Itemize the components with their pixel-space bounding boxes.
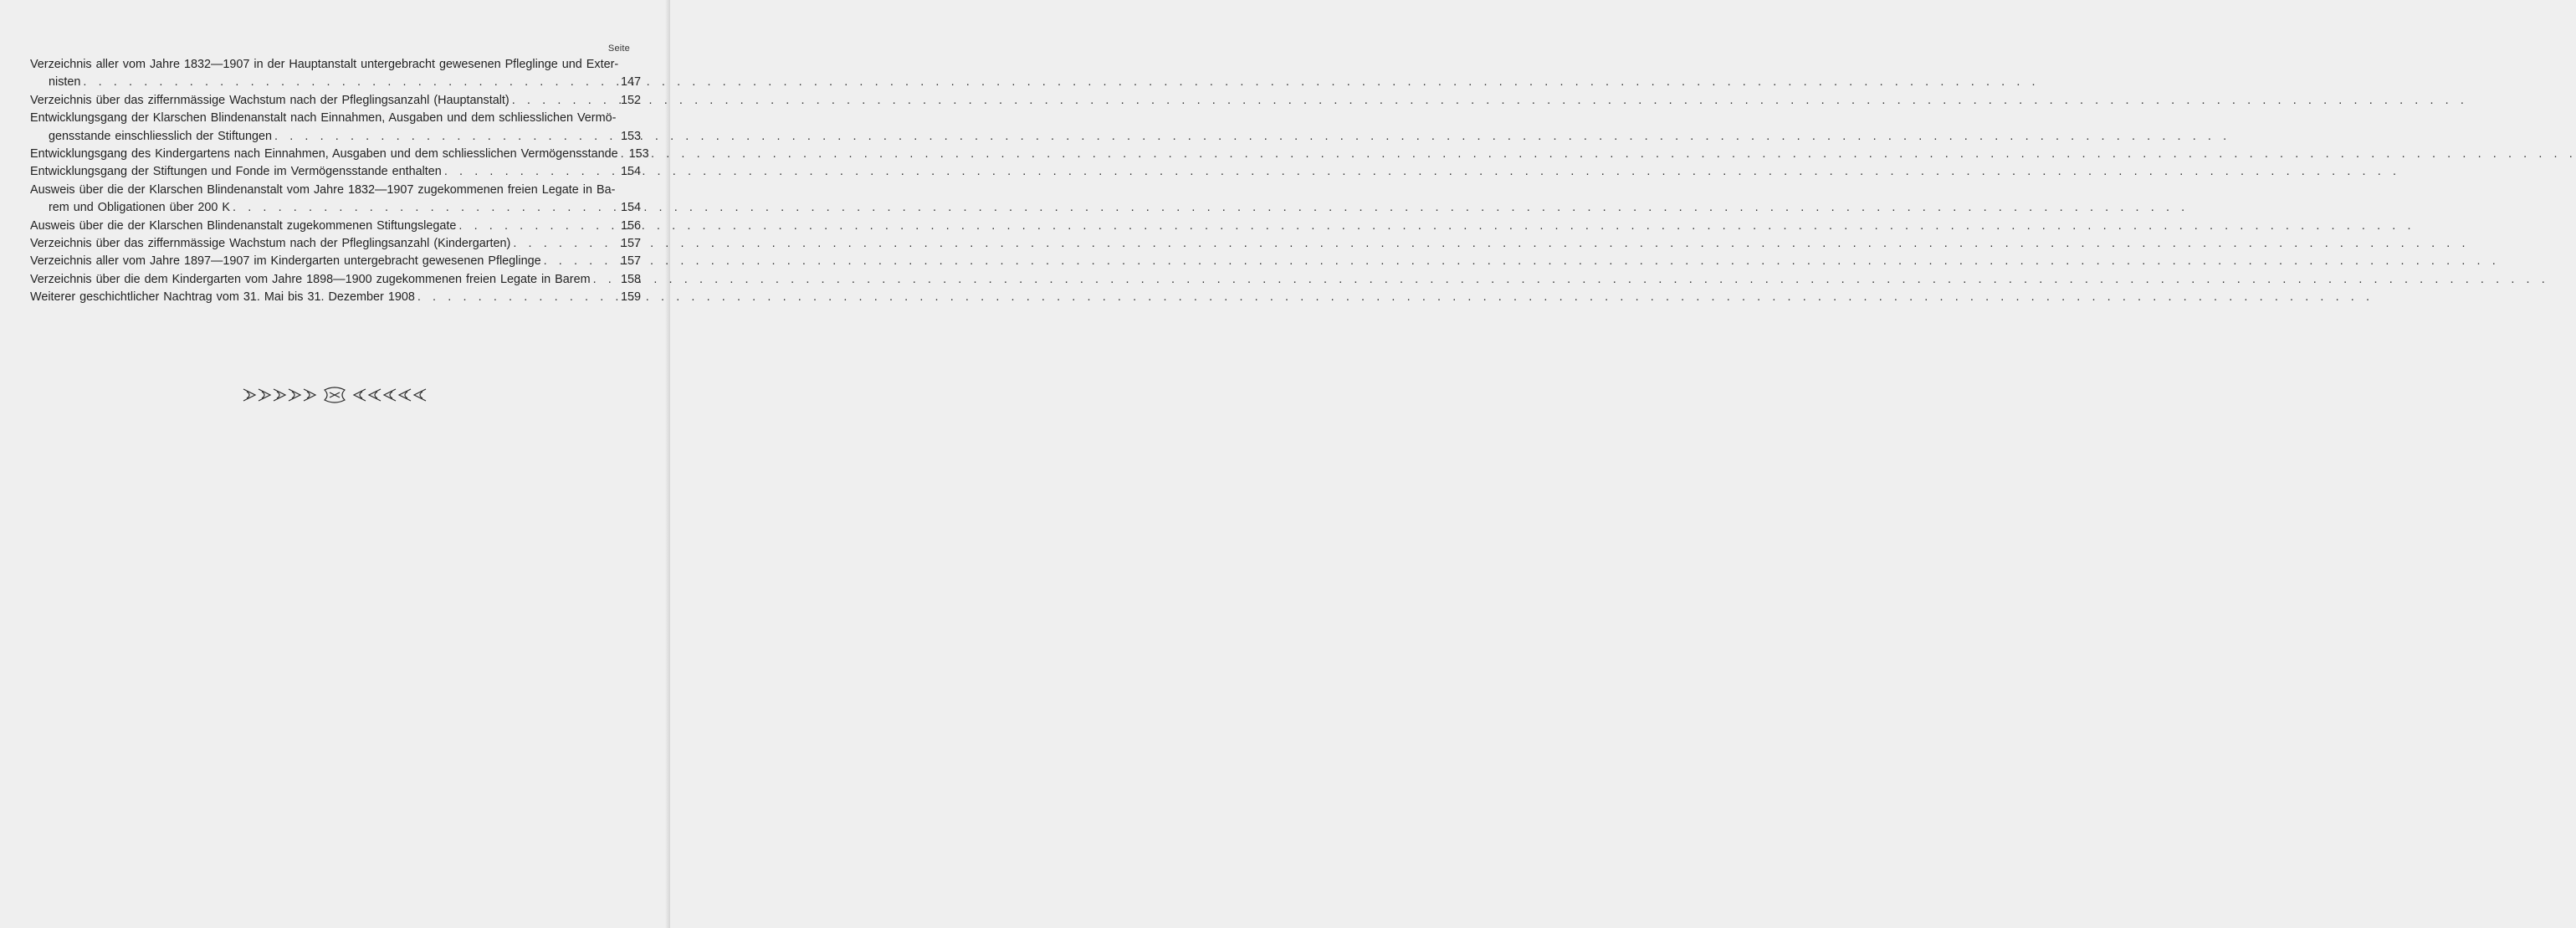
toc-entry-page-number: 154 <box>620 165 641 179</box>
toc-entry-page-number: 157 <box>620 237 641 251</box>
toc-entry-title: Entwicklungsgang des Kindergartens nach Einnahmen, Ausgaben und dem schliesslichen Vermögensstande <box>30 147 618 162</box>
toc-entry-line <box>30 182 641 199</box>
toc-entry-title: nisten <box>49 75 81 90</box>
dot-leader <box>80 74 617 91</box>
toc-entry-title: Verzeichnis über die dem Kindergarten vom Jahre 1898—1900 zugekommenen freien Legate in Barem <box>30 272 591 286</box>
toc-entry-title: Verzeichnis über das ziffernmässige Wachstum nach der Pfleglingsanzahl (Hauptanstalt) <box>30 93 510 107</box>
toc-entry-line <box>30 92 641 110</box>
toc-entry-page-number: 153 <box>620 129 641 143</box>
toc-entry-title: Verzeichnis aller vom Jahre 1832—1907 in der Hauptanstalt untergebracht gewesenen Pfleglinge und Exter- <box>30 58 619 71</box>
toc-entry <box>30 146 649 163</box>
toc-entry-line <box>30 110 641 127</box>
toc-entry-line <box>30 218 641 235</box>
toc-entry-line <box>30 199 641 217</box>
toc-entry-page-number: 147 <box>620 75 641 90</box>
dot-leader <box>230 199 617 217</box>
toc-entry-title: Verzeichnis über das ziffernmässige Wachstum nach der Pfleglingsanzahl (Kindergarten) <box>30 237 511 251</box>
toc-entry-title: Ausweis über die der Klarschen Blindenanstalt vom Jahre 1832—1907 zugekommenen freien Legate in Ba- <box>30 182 616 197</box>
dot-leader <box>456 218 617 235</box>
toc-entry-line <box>30 74 641 91</box>
table-of-contents <box>30 56 649 307</box>
toc-entry <box>30 182 641 218</box>
toc-entry-title: Ausweis über die der Klarschen Blindenanstalt zugekommenen Stiftungslegate <box>30 218 457 233</box>
toc-entry-page-number: 152 <box>620 93 641 107</box>
dot-leader <box>541 253 617 270</box>
toc-entry <box>30 253 641 270</box>
toc-entry-title: Entwicklungsgang der Stiftungen und Fonde im Vermögensstande enthalten <box>30 165 442 179</box>
dot-leader <box>272 128 617 146</box>
toc-entry-title: gensstande einschliesslich der Stiftungen <box>49 129 272 143</box>
dot-leader <box>591 271 617 289</box>
toc-entry-title: Verzeichnis aller vom Jahre 1897—1907 im Kindergarten untergebracht gewesenen Pfleglinge <box>30 254 541 269</box>
toc-entry <box>30 56 641 92</box>
toc-entry-page-number: 156 <box>620 218 641 233</box>
toc-entry-line <box>30 253 641 270</box>
toc-entry-page-number: 158 <box>620 272 641 286</box>
toc-entry-line <box>30 289 641 306</box>
toc-entry-page-number: 159 <box>620 290 641 305</box>
dot-leader <box>415 289 617 306</box>
toc-entry-line <box>30 128 641 146</box>
dot-leader <box>510 92 617 110</box>
toc-entry-title: Weiterer geschichtlicher Nachtrag vom 31. Mai bis 31. Dezember 1908 <box>30 290 415 305</box>
decorative-vignette-icon <box>238 386 431 404</box>
toc-entry-line <box>30 271 641 289</box>
toc-entry-page-number: 153 <box>628 147 649 162</box>
toc-entry <box>30 289 641 306</box>
toc-entry-title: rem und Obligationen über 200 K <box>49 201 231 215</box>
toc-entry <box>30 235 641 253</box>
toc-entry-line <box>30 56 641 74</box>
toc-entry-line <box>30 146 649 163</box>
dot-leader <box>510 235 617 253</box>
dot-leader <box>442 163 617 181</box>
toc-entry-page-number: 157 <box>620 254 641 269</box>
toc-entry-line <box>30 235 641 253</box>
dot-leader <box>618 146 626 163</box>
toc-entry-line <box>30 163 641 181</box>
toc-entry-page-number: 154 <box>620 201 641 215</box>
toc-entry <box>30 92 641 110</box>
toc-entry <box>30 163 641 181</box>
toc-entry <box>30 218 641 235</box>
page-column-label: Seite <box>607 44 630 54</box>
toc-entry <box>30 110 641 146</box>
toc-entry-title: Entwicklungsgang der Klarschen Blindenanstalt nach Einnahmen, Ausgaben und dem schliesslichen Vermö- <box>30 111 617 126</box>
toc-entry <box>30 271 641 289</box>
